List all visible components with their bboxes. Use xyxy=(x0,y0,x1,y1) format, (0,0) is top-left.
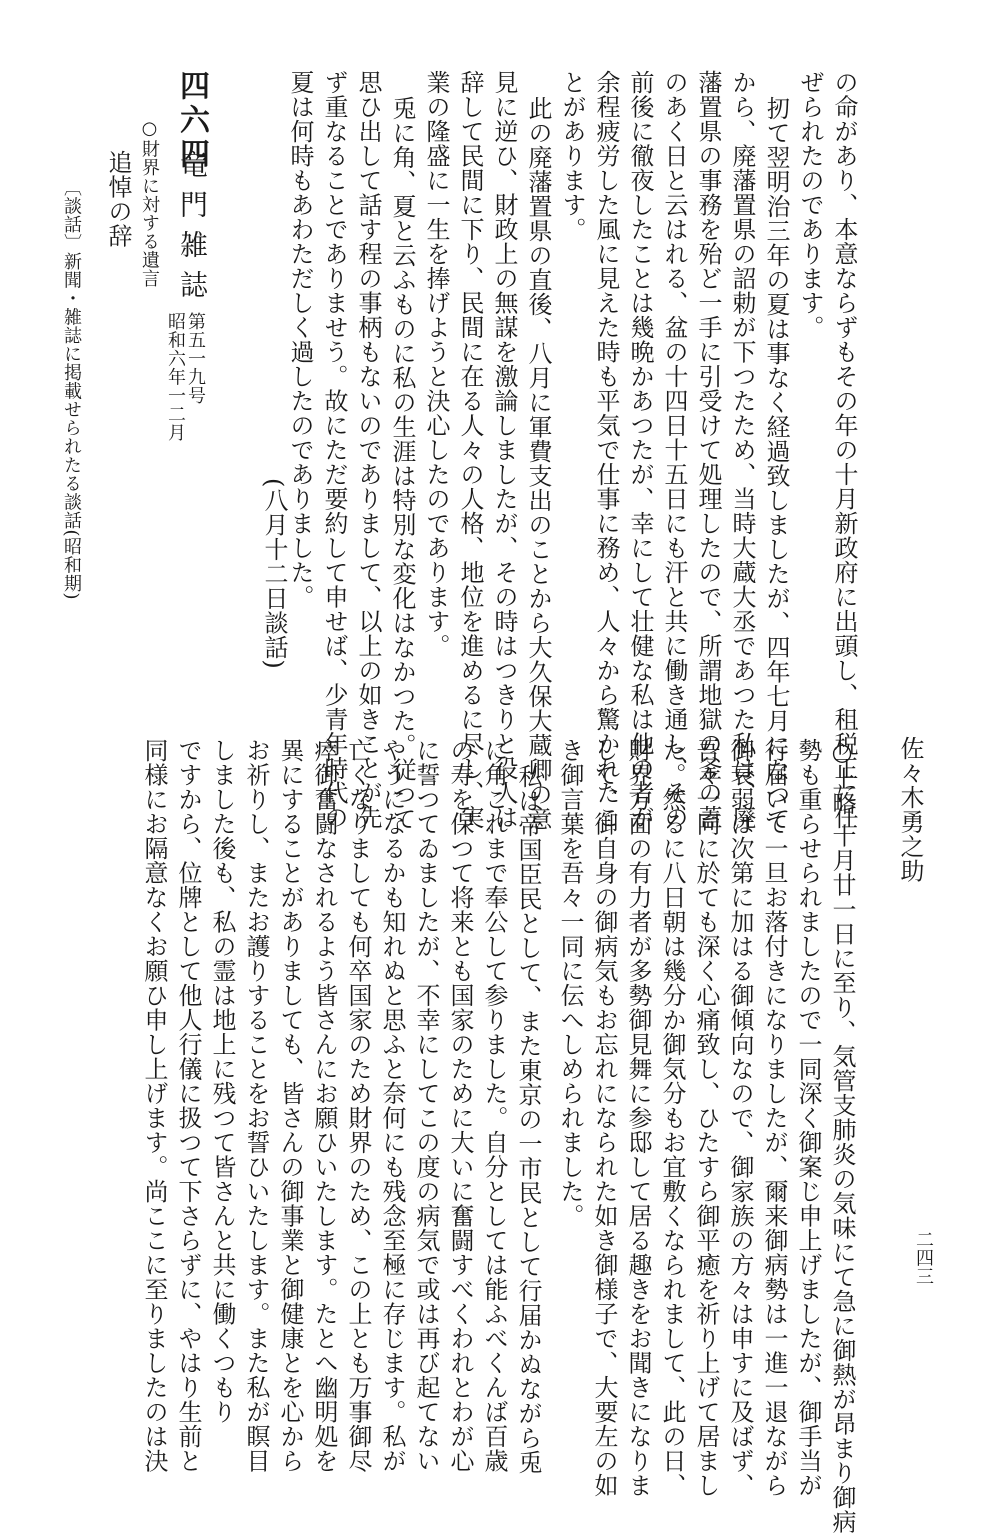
text-column: 勢も重らせられましたので一同深く御案じ申上げましたが、御手当が xyxy=(794,738,822,1498)
entry-subject: ○財界に対する遺言 xyxy=(139,118,160,288)
text-column: 亡くなりましても何卒国家のため財界のため、この上とも万事御尽 xyxy=(344,738,372,1473)
text-column: ○上略 十月廿一日に至り、気管支肺炎の気味にて急に御熱が昂まり御病 xyxy=(828,738,856,1534)
text-column: 思ひ出して話す程の事柄もないのでありまして、以上の如きことが先 xyxy=(354,70,382,830)
page-footer-heading: 〔談話〕新聞・雑誌に掲載せられたる談話(昭和期) xyxy=(61,178,82,601)
text-column: 兎に角、夏と云ふものに私の生涯は特別な変化はなかつた。従つて xyxy=(388,96,416,831)
text-column: 藩置県の事務を殆ど一手に引受けて処理したので、所謂地獄の釜の蓋 xyxy=(694,70,722,830)
text-column: とがあります。 xyxy=(558,70,586,242)
text-column: 財界方面の有力者が多勢御見舞に参邸して居る趣きをお聞きになりま xyxy=(624,738,652,1498)
text-column: 余程疲労した風に見えた時も平気で仕事に務め、人々から驚かれたこ xyxy=(592,70,620,830)
text-column: 辞して民間に下り、民間に在る人々の人格、地位を進めるに尽し、実 xyxy=(456,70,484,830)
text-column: ず重なることでありませう。故にただ要約して申せば、少青年時代の xyxy=(320,70,348,830)
text-column: 業の隆盛に一生を捧げようと決心したのであります。 xyxy=(422,70,450,658)
text-column: に誓つてゐましたが、不幸にしてこの度の病気で或は再び起てない xyxy=(412,738,440,1473)
author-name: 佐々木勇之助 xyxy=(896,736,924,883)
text-column: 此の廃藩置県の直後、八月に軍費支出のことから大久保大蔵卿の意 xyxy=(524,96,552,831)
text-column: 私は帝国臣民として、また東京の一市民として行届かぬながら兎 xyxy=(514,764,542,1475)
text-column: のあく日と云はれる、盆の十四日十五日にも汗と共に働き通し、その xyxy=(660,70,688,830)
text-column: 吾々一同に於ても深く心痛致し、ひたすら御平癒を祈り上げて居まし xyxy=(692,738,720,1498)
text-column: ぜられたのであります。 xyxy=(796,70,824,340)
text-column: やうになるかも知れぬと思ふと奈何にも残念至極に存じます。私が xyxy=(378,738,406,1473)
text-column: から、廃藩置県の詔勅が下つたため、当時大蔵大丞であつた私は、廃 xyxy=(728,70,756,830)
text-column: た。然るに八日朝は幾分か御気分もお宜敷くなられまして、此の日、 xyxy=(658,738,686,1498)
text-column: 同様にお隔意なくお願ひ申し上げます。尚ここに至りましたのは決 xyxy=(140,738,168,1473)
text-column: 夏は何時もあわただしく過したのでありました。 xyxy=(286,70,314,609)
text-column: の寿を保つて将来とも国家のために大いに奮闘すべくわれとわが心 xyxy=(446,738,474,1473)
page-number: 二四三 xyxy=(913,1230,934,1286)
text-column: お祈りし、またお護りすることをお誓ひいたします。また私が瞑目 xyxy=(242,738,270,1473)
text-column: の命があり、本意ならずもその年の十月新政府に出頭し、租税正に任 xyxy=(830,70,858,830)
text-column: しました後も、私の霊は地上に残つて皆さんと共に働くつもり xyxy=(208,738,236,1424)
text-column: ですから、位牌として他人行儀に扱つて下さらずに、やはり生前と xyxy=(174,738,202,1473)
issue-number: 第五一九号 xyxy=(185,312,206,405)
text-column: き御言葉を吾々一同に伝へしめられました。 xyxy=(556,738,584,1228)
entry-subtitle: 追悼の辞 xyxy=(104,150,132,248)
text-column: 行届いて一旦お落付きになりましたが、爾来御病勢は一進一退ながら xyxy=(760,738,788,1498)
text-column: 見に逆ひ、財政上の無謀を激論しましたが、その時はつきりと役人は xyxy=(490,70,518,830)
date-note: (八月十二日談話) xyxy=(260,478,288,670)
entry-number: 四六四 xyxy=(174,70,209,172)
text-column: 御衰弱は次第に加はる御傾向なので、御家族の方々は申すに及ばず、 xyxy=(726,738,754,1498)
magazine-title: 竜門雑誌 xyxy=(176,150,209,310)
text-column: して、御自身の御病気もお忘れになられた如き御様子で、大要左の如 xyxy=(590,738,618,1498)
text-column: 異にすることがありましても、皆さんの御事業と御健康とを心から xyxy=(276,738,304,1473)
text-column: 瘁御奮闘なされるよう皆さんにお願ひいたします。たとへ幽明処を xyxy=(310,738,338,1473)
text-column: 前後に徹夜したことは幾晩かあつたが、幸にして壮健な私は他の者が xyxy=(626,70,654,830)
issue-date: 昭和六年一二月 xyxy=(165,312,186,442)
text-column: に角これまで奉公して参りました。自分としては能ふべくんば百歳 xyxy=(480,738,508,1473)
text-column: 扨て翌明治三年の夏は事なく経過致しましたが、四年七月になつて xyxy=(762,96,790,831)
